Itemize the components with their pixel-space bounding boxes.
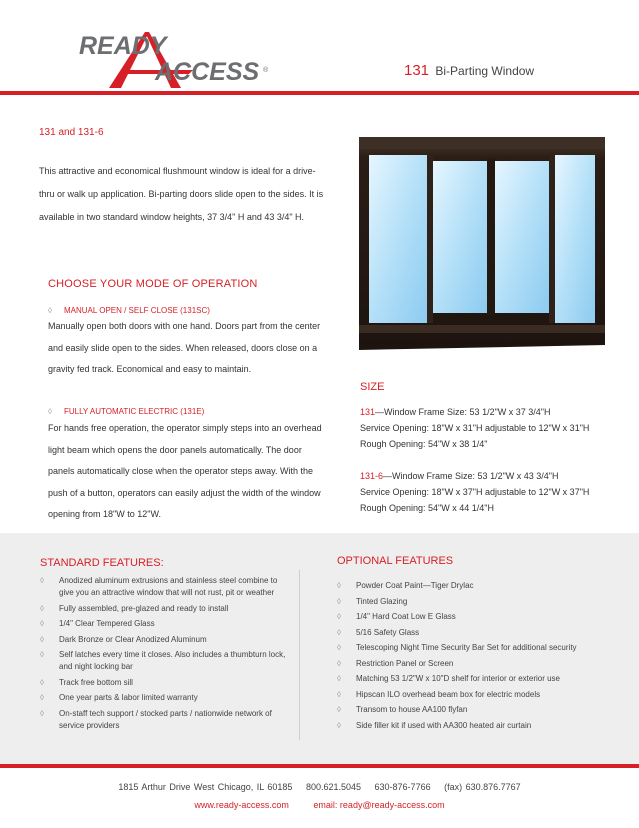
diamond-bullet-icon: ◊ (48, 306, 52, 315)
features-divider (299, 570, 300, 740)
product-subtitle: 131 and 131-6 (39, 127, 104, 138)
auto-mode-label: FULLY AUTOMATIC ELECTRIC (131E) (63, 407, 205, 416)
logo-text-access: ACCESS (155, 58, 260, 86)
footer-fax: (fax) 630.876.7767 (444, 782, 521, 792)
logo-registered: ® (263, 67, 269, 74)
size-131-frame-text: —Window Frame Size: 53 1/2"W x 37 3/4"H (375, 407, 551, 417)
diamond-bullet-icon: ◊ (337, 720, 341, 730)
manual-mode-label: MANUAL OPEN / SELF CLOSE (131SC) (63, 306, 210, 315)
auto-mode-text: For hands free operation, the operator simply steps into an overhead light beam which opens the door panels automatically. The door panels automatically close when the operator steps away. With the push of a button, operators can easily adjust the width of the window opening from 18"W to 12"W. (48, 423, 322, 519)
model-number: 131 (404, 62, 430, 79)
diamond-bullet-icon: ◊ (40, 677, 44, 687)
diamond-bullet-icon: ◊ (337, 596, 341, 606)
optional-feature-item: ◊ Hipscan ILO overhead beam box for electric models (337, 689, 541, 699)
diamond-bullet-icon: ◊ (337, 643, 341, 652)
standard-feature-item: ◊ On-staff tech support / stocked parts / nationwide network of service providers (40, 708, 272, 730)
size-131-6-block (360, 468, 630, 516)
website-link[interactable]: www.ready-access.com (194, 800, 289, 810)
manual-mode-title (48, 306, 210, 315)
standard-features-heading: STANDARD FEATURES: (40, 557, 164, 569)
footer-divider (0, 764, 639, 768)
diamond-bullet-icon: ◊ (337, 705, 341, 714)
size-131-6-frame-text: —Window Frame Size: 53 1/2"W x 43 3/4"H (383, 471, 559, 481)
size-131-block (360, 404, 630, 452)
standard-feature-item: ◊ Anodized aluminum extrusions and stainless steel combine to give you an attractive window that will not rust, pit or weather (40, 576, 278, 597)
diamond-bullet-icon: ◊ (40, 708, 44, 718)
standard-feature-item: ◊ Fully assembled, pre-glazed and ready to install (40, 603, 229, 613)
intro-paragraph: This attractive and economical flushmount window is ideal for a drive-thru or walk up application. Bi-parting doors slide open to the sides. It is available in two standard window heights, 37 3/4" H and 43 3/4" H. (39, 166, 324, 222)
diamond-bullet-icon: ◊ (40, 603, 44, 613)
optional-feature-item: ◊ Matching 53 1/2"W x 10"D shelf for interior or exterior use (337, 674, 560, 683)
diamond-bullet-icon: ◊ (337, 627, 341, 637)
diamond-bullet-icon: ◊ (40, 619, 44, 628)
standard-feature-item: ◊ 1/4" Clear Tempered Glass (40, 619, 155, 628)
size-131-rough: Rough Opening: 54"W x 38 1/4" (360, 439, 488, 449)
standard-feature-item: ◊ One year parts & labor limited warranty (40, 693, 198, 702)
window-product-image (357, 135, 607, 350)
ready-access-logo (75, 30, 275, 90)
model-title (404, 62, 534, 79)
diamond-bullet-icon: ◊ (48, 407, 52, 416)
size-heading: SIZE (360, 381, 385, 393)
diamond-bullet-icon: ◊ (337, 581, 341, 590)
size-131-frame (360, 404, 630, 420)
model-name: Bi-Parting Window (435, 64, 535, 78)
footer-address: 1815 Arthur Drive West Chicago, IL 60185 (118, 782, 293, 792)
diamond-bullet-icon: ◊ (337, 674, 341, 683)
optional-features-heading: OPTIONAL FEATURES (337, 555, 454, 567)
footer-contact (0, 782, 639, 792)
footer-links (0, 800, 639, 810)
footer-phone-tollfree: 800.621.5045 (305, 782, 362, 792)
footer-phone: 630-876-7766 (374, 782, 431, 792)
diamond-bullet-icon: ◊ (337, 658, 341, 668)
size-131-6-code: 131-6 (360, 471, 384, 481)
optional-feature-item: ◊ Telescoping Night Time Security Bar Set for additional security (337, 643, 577, 652)
size-131-6-rough: Rough Opening: 54"W x 44 1/4"H (360, 503, 494, 513)
size-131-service: Service Opening: 18"W x 31"H adjustable to 12"W x 31"H (360, 423, 590, 433)
logo-text-ready: READY (79, 32, 167, 60)
standard-feature-item: ◊ Self latches every time it closes. Also includes a thumbturn lock, and night locking bar (40, 650, 286, 671)
auto-mode-title (48, 407, 204, 416)
optional-feature-item: ◊ 1/4" Hard Coat Low E Glass (337, 612, 456, 621)
diamond-bullet-icon: ◊ (40, 576, 44, 585)
diamond-bullet-icon: ◊ (40, 693, 44, 702)
standard-feature-item: ◊ Dark Bronze or Clear Anodized Aluminum (40, 634, 207, 644)
manual-mode-text: Manually open both doors with one hand. Doors part from the center and easily slide open to the sides. When released, doors close on a gravity fed track. Economical and easy to maintain. (48, 321, 321, 374)
diamond-bullet-icon: ◊ (40, 650, 44, 659)
optional-feature-item: ◊ Side filler kit if used with AA300 heated air curtain (337, 720, 532, 730)
optional-features-list (337, 580, 627, 735)
optional-feature-item: ◊ 5/16 Safety Glass (337, 627, 420, 637)
size-131-6-frame (360, 468, 630, 484)
standard-features-list (40, 575, 292, 735)
diamond-bullet-icon: ◊ (337, 689, 341, 699)
diamond-bullet-icon: ◊ (40, 634, 44, 644)
size-131-code: 131 (360, 407, 376, 417)
optional-feature-item: ◊ Restriction Panel or Screen (337, 658, 454, 668)
email-link[interactable]: email: ready@ready-access.com (313, 800, 445, 810)
standard-feature-item: ◊ Track free bottom sill (40, 677, 133, 687)
size-131-6-service: Service Opening: 18"W x 37"H adjustable to 12"W x 37"H (360, 487, 590, 497)
diamond-bullet-icon: ◊ (337, 612, 341, 621)
mode-heading: CHOOSE YOUR MODE OF OPERATION (48, 278, 258, 290)
optional-feature-item: ◊ Transom to house AA100 flyfan (337, 705, 468, 714)
header-divider (0, 91, 639, 95)
optional-feature-item: ◊ Tinted Glazing (337, 596, 408, 606)
optional-feature-item: ◊ Powder Coat Paint—Tiger Drylac (337, 581, 474, 590)
